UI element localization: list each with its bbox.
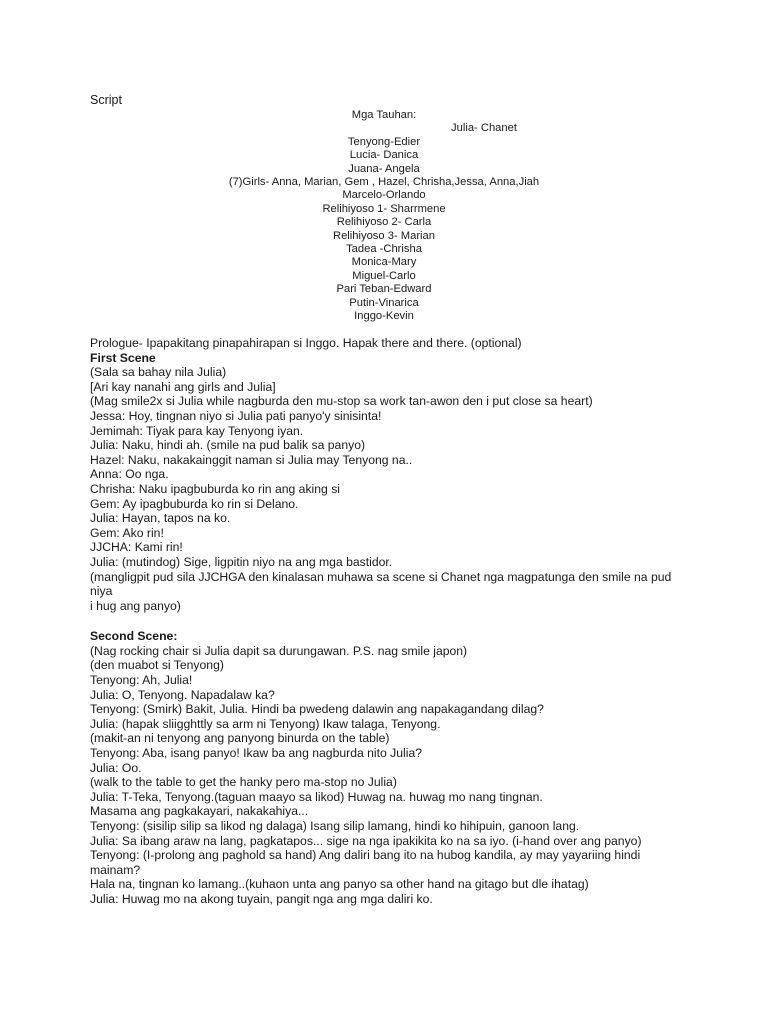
cast-list <box>90 109 678 324</box>
script-line: Jessa: Hoy, tingnan niyo si Julia pati panyo'y sinisinta! <box>90 408 382 423</box>
cast-item: Tenyong-Edier <box>347 135 421 148</box>
cast-item: (7)Girls- Anna, Marian, Gem , Hazel, Chrisha,Jessa, Anna,Jiah <box>228 176 540 189</box>
cast-item: Relihiyoso 2- Carla <box>336 216 432 229</box>
script-line: [Ari kay nanahi ang girls and Julia] <box>90 379 276 394</box>
script-line: Julia: Huwag mo na akong tuyain, pangit nga ang mga daliri ko. <box>90 891 433 906</box>
cast-item: Inggo-Kevin <box>354 310 414 323</box>
script-line: (Mag smile2x si Julia while nagburda den mu-stop sa work tan-awon den i put close sa heart) <box>90 394 593 409</box>
script-line: Julia: Hayan, tapos na ko. <box>90 511 231 526</box>
cast-item: Miguel-Carlo <box>352 269 416 282</box>
cast-item: Juana- Angela <box>348 162 420 175</box>
script-line: Julia: Sa ibang araw na lang, pagkatapos... sige na nga ipakikita ko na sa iyo. (i-hand over ang panyo) <box>90 833 642 848</box>
first-scene-heading: First Scene <box>90 350 156 365</box>
script-line: JJCHA: Kami rin! <box>90 540 183 555</box>
cast-item: Marcelo-Orlando <box>342 189 426 202</box>
script-line: Masama ang pagkakayari, nakakahiya... <box>90 804 309 819</box>
script-line: Tenyong: (Smirk) Bakit, Julia. Hindi ba pwedeng dalawin ang napakagandang dilag? <box>90 702 544 717</box>
script-line: Tenyong: (I-prolong ang paghold sa hand) Ang daliri bang ito na hubog kandila, ay may yayariing hindi <box>90 848 641 863</box>
cast-item: Julia- Chanet <box>451 122 517 135</box>
cast-item: Monica-Mary <box>351 256 417 269</box>
script-line: (den muabot si Tenyong) <box>90 658 224 673</box>
script-line: Hazel: Naku, nakakainggit naman si Julia may Tenyong na.. <box>90 452 413 467</box>
cast-item: Pari Teban-Edward <box>336 283 432 296</box>
script-line: Julia: T-Teka, Tenyong.(taguan maayo sa likod) Huwag na. huwag mo nang tingnan. <box>90 789 543 804</box>
script-line: (makit-an ni tenyong ang panyong binurda on the table) <box>90 731 390 746</box>
script-line: (mangligpit pud sila JJCHGA den kinalasan muhawa sa scene si Chanet nga magpatunga den smile na pud <box>90 569 672 584</box>
cast-item: Relihiyoso 3- Marian <box>333 229 435 242</box>
cast-item: Lucia- Danica <box>349 149 419 162</box>
script-line: Gem: Ako rin! <box>90 525 164 540</box>
cast-item: Relihiyoso 1- Sharrmene <box>322 202 446 215</box>
script-line: Tenyong: (sisilip silip sa likod ng dalaga) Isang silip lamang, hindi ko hihipuin, ganoon lang. <box>90 819 580 833</box>
script-line: i hug ang panyo) <box>90 598 181 613</box>
script-line: Jemimah: Tiyak para kay Tenyong iyan. <box>90 423 304 438</box>
script-line: Julia: Oo. <box>90 760 142 775</box>
section-gap <box>90 613 730 629</box>
script-line: niya <box>90 584 113 599</box>
script-line: Chrisha: Naku ipagbuburda ko rin ang aking si <box>90 481 340 496</box>
script-line: Tenyong: Ah, Julia! <box>90 673 193 688</box>
script-line: Julia: (mutindog) Sige, ligpitin niyo na ang mga bastidor. <box>90 554 393 569</box>
script-line: Julia: Naku, hindi ah. (smile na pud balik sa panyo) <box>90 438 366 453</box>
script-line: Anna: Oo nga. <box>90 467 169 482</box>
script-line: Julia: (hapak sliigghttly sa arm ni Tenyong) Ikaw talaga, Tenyong. <box>90 716 441 731</box>
script-line: Gem: Ay ipagbuburda ko rin si Delano. <box>90 496 299 511</box>
script-line: (Nag rocking chair si Julia dapit sa durungawan. P.S. nag smile japon) <box>90 643 468 658</box>
cast-item: Putin-Vinarica <box>349 296 419 309</box>
cast-item: Tadea -Chrisha <box>346 243 422 256</box>
script-line: (walk to the table to get the hanky pero ma-stop no Julia) <box>90 775 397 790</box>
second-scene-heading: Second Scene: <box>90 629 178 644</box>
script-line: Hala na, tingnan ko lamang..(kuhaon unta ang panyo sa other hand na gitago but dle ihatag) <box>90 877 589 892</box>
prologue-line: Prologue- Ipapakitang pinapahirapan si Inggo. Hapak there and there. (optional) <box>90 336 522 350</box>
cast-heading: Mga Tauhan: <box>351 109 417 121</box>
script-line: Tenyong: Aba, isang panyo! Ikaw ba ang nagburda nito Julia? <box>90 746 423 761</box>
script-body <box>90 336 730 907</box>
script-line: (Sala sa bahay nila Julia) <box>90 365 227 380</box>
script-line: mainam? <box>90 862 141 877</box>
document-title: Script <box>90 93 122 107</box>
script-line: Julia: O, Tenyong. Napadalaw ka? <box>90 687 275 702</box>
